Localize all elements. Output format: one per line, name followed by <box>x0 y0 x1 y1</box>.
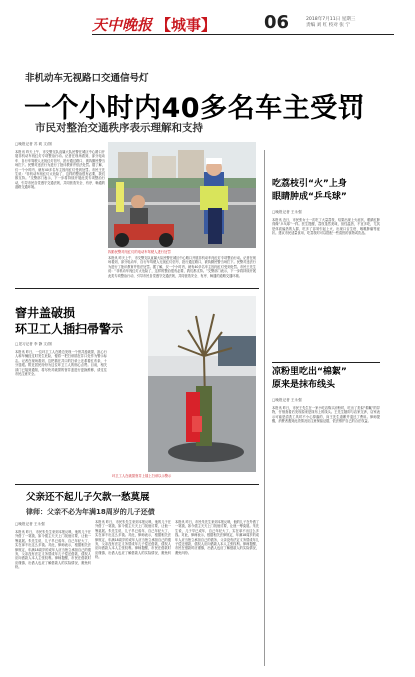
sidebar-rule <box>272 362 380 363</box>
sidebar-one-headline-1: 吃荔枝引“火”上身 <box>272 179 347 189</box>
story-three-body-col3: 本报讯 昨日，市民朱先生来到本报反映，他的儿子在外借了一笔钱，如今债主天天上门找他讨要，让他一筹莫展。朱先生说，儿子早已成年，自己年纪大了，实在拿不出这么多钱。对此，律师表示，根据相关法律规定，年满18周岁的成年人应当独立承担自己的债务，父亲没有法定义务替成年儿子偿还借款，债权人应向借款人本人主张权利。律师提醒，市民在借款时应谨慎，出借人也应了解借款人的实际情况，避免纠纷。 <box>175 520 259 555</box>
lead-photo <box>108 142 256 248</box>
sidebar-two-byline: □晚报记者 王永强 <box>272 398 302 402</box>
masthead <box>92 12 392 34</box>
story-two-bottom-rule <box>15 484 259 485</box>
story-three-body-col2: 本报讯 昨日，市民朱先生来到本报反映，他的儿子在外借了一笔钱，如今债主天天上门找他讨要，让他一筹莫展。朱先生说，儿子早已成年，自己年纪大了，实在拿不出这么多钱。对此，律师表示，根据相关法律规定，年满18周岁的成年人应当独立承担自己的债务，父亲没有法定义务替成年儿子偿还借款，债权人应向借款人本人主张权利。律师提醒，市民在借款时应谨慎，出借人也应了解借款人的实际情况，避免纠纷。 <box>95 520 171 560</box>
sidebar-divider <box>264 150 265 666</box>
sidebar-two-body: 本报讯 昨日，市民王先生在一家小吃店购买凉粉时，吃出了类似“棉絮”的异物，仔细查看后发现原来是抹布上的线头。王先生随即与店家交涉，店家表示可能是清洗工具时不小心掉落的，向王先生道歉并退还了费用。律师提醒，消费者遇到此类情况应注意保留证据，依法维护自己的合法权益。 <box>272 406 380 424</box>
section-title: 【城事】 <box>156 16 217 34</box>
story-three-subhead: 律师：父亲不必为年满18周岁的儿子还债 <box>26 508 155 516</box>
story-two-body: 本报讯 昨日，一位环卫工人在路边发现一个窨井盖破损，担心行人和车辆经过时发生危险，便将一把扫帚插在井口处作为警示标志。记者在现场看到，这把插在井口的扫帚上还系着红布条，十分显眼。附近居民纷纷为这位环卫工人的细心点赞。目前，相关部门已接到通知，将尽快对破损的窨井盖进行更换维修，请过往市民注意安全。 <box>15 350 107 377</box>
date-line <box>306 17 396 29</box>
sidebar-one-headline-2: 眼睛肿成“乒乓球” <box>272 192 347 202</box>
lead-kicker: 非机动车无视路口交通信号灯 <box>25 73 149 84</box>
lead-photo-caption: 执勤民警对闯红灯的电动车驾驶人进行处罚 <box>108 250 171 254</box>
masthead-logo: 天中晚报 <box>92 16 153 34</box>
story-two-byline: □见习记者 李 静 文/图 <box>15 342 52 346</box>
date-text: 2018年7月11日 星期三 <box>306 17 356 22</box>
broom-manhole-photo <box>148 296 256 472</box>
lead-body-col1: 本报讯 昨天上午，市交警支队直属大队民警在城区中心路口开展非机动车闯红灯专项整治行动。记者在现场看到，部分电动车、自行车驾驶人无视红灯信号，抢行通过路口，被执勤民警当场拦下。民警对违法行为进行了批评教育并依法处罚。据了解，仅一个小时内，就有40多名车主因闯红灯受到处罚。市民王先生说：“非机动车闯红灯太危险了，这样的整治很有必要，我们都支持。”交警部门表示，下一步将持续开展此类专项整治行动，引导市民自觉遵守交通法规，共同营造安全、有序、畅通的道路交通环境。 <box>15 150 105 190</box>
story-two-photo <box>148 296 256 472</box>
story-two-headline-2: 环卫工人插扫帚警示 <box>15 322 124 336</box>
sidebar-two-headline-2: 原来是抹布线头 <box>272 380 336 390</box>
traffic-police-photo <box>108 142 256 248</box>
story-three-headline: 父亲还不起儿子欠款一愁莫展 <box>26 492 150 503</box>
story-three-body-col1: 本报讯 昨日，市民朱先生来到本报反映，他的儿子在外借了一笔钱，如今债主天天上门找他讨要，让他一筹莫展。朱先生说，儿子早已成年，自己年纪大了，实在拿不出这么多钱。对此，律师表示，根据相关法律规定，年满18周岁的成年人应当独立承担自己的债务，父亲没有法定义务替成年儿子偿还借款，债权人应向借款人本人主张权利。律师提醒，市民在借款时应谨慎，出借人也应了解借款人的实际情况，避免纠纷。 <box>15 530 91 570</box>
lead-body-col2: 本报讯 昨天上午，市交警支队直属大队民警在城区中心路口开展非机动车闯红灯专项整治行动。记者在现场看到，部分电动车、自行车驾驶人无视红灯信号，抢行通过路口，被执勤民警当场拦下。民警对违法行为进行了批评教育并依法处罚。据了解，仅一个小时内，就有40多名车主因闯红灯受到处罚。市民王先生说：“非机动车闯红灯太危险了，这样的整治很有必要，我们都支持。”交警部门表示，下一步将持续开展此类专项整治行动，引导市民自觉遵守交通法规，共同营造安全、有序、畅通的道路交通环境。 <box>108 256 256 278</box>
lead-bottom-rule <box>15 288 259 289</box>
sidebar-one-byline: □晚报记者 王永强 <box>272 210 302 214</box>
lead-subhead: 市民对整治交通秩序表示理解和支持 <box>35 122 203 134</box>
story-three-byline: □晚报记者 王永强 <box>15 522 45 526</box>
story-two-headline-1: 窨井盖破损 <box>15 306 76 320</box>
page-number: 06 <box>264 12 290 33</box>
editor-text: 责编 刘 红 校对 张 宁 <box>306 23 351 28</box>
lead-headline: 一个小时内40多名车主受罚 <box>24 93 366 124</box>
story-two-caption: 环卫工人在破损窨井上插上扫帚以示警示 <box>112 474 172 478</box>
sidebar-two-headline-1: 凉粉里吃出“棉絮” <box>272 367 347 377</box>
masthead-rule <box>92 34 394 35</box>
sidebar-one-body: 本报讯 近日，市民张女士一次吃了大量荔枝，结果出现上火症状，眼睛红肿得像“乒乓球”一样。医生提醒，荔枝虽然美味，但性温热，不宜多吃，尤其是体质偏热的人群，吃多了容易引起上火，出现口舌生疮、咽喉肿痛等症状。建议市民适量食用，吃荔枝时可以搭配一些清热的食物或饮品。 <box>272 218 380 236</box>
lead-byline: □晚报记者 苏 莉 文/图 <box>15 142 52 146</box>
